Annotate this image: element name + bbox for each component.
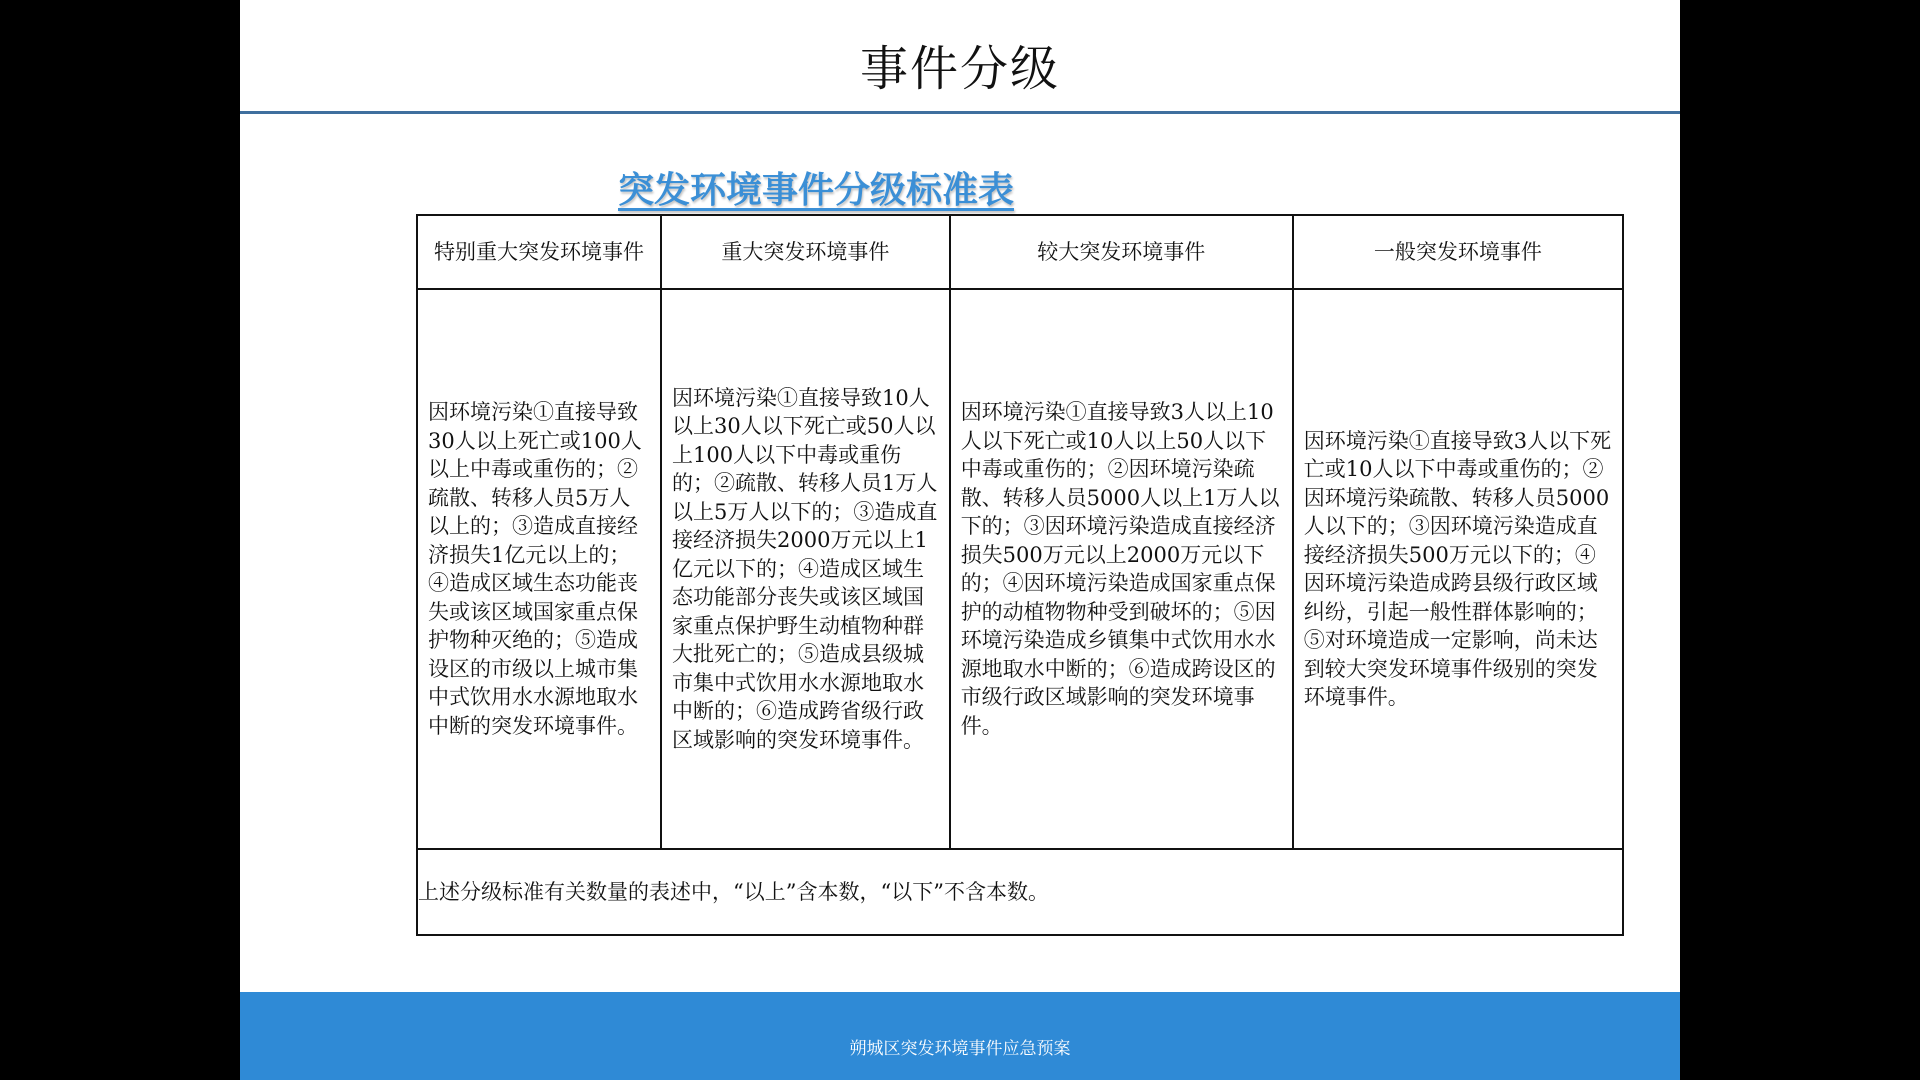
footer-text: 朔城区突发环境事件应急预案 xyxy=(849,1039,1071,1059)
slide xyxy=(240,0,1680,1080)
table-note-row xyxy=(417,849,1623,935)
title-divider xyxy=(240,111,1680,114)
criteria-text: 因环境污染①直接导致30人以上死亡或100人以上中毒或重伤的；②疏散、转移人员5万人以上的；③造成直接经济损失1亿元以上的；④造成区域生态功能丧失或该区域国家重点保护物种灭绝的；⑤造成设区的市级以上城市集中式饮用水水源地取水中断的突发环境事件。 xyxy=(428,400,642,738)
table-heading: 突发环境事件分级标准表 xyxy=(618,170,1015,211)
criteria-cell-especially-major xyxy=(417,289,661,849)
header-cell-relatively-major: 较大突发环境事件 xyxy=(950,215,1293,289)
table-header-row xyxy=(417,215,1623,289)
criteria-cell-relatively-major xyxy=(950,289,1293,849)
header-cell-general: 一般突发环境事件 xyxy=(1293,215,1623,289)
criteria-cell-major xyxy=(661,289,950,849)
slide-title: 事件分级 xyxy=(859,41,1060,97)
criteria-text: 因环境污染①直接导致10人以上30人以下死亡或50人以上100人以下中毒或重伤的；②疏散、转移人员1万人以上5万人以下的；③造成直接经济损失2000万元以上1亿元以下的；④造成区域生态功能部分丧失或该区域国家重点保护野生动植物种群大批死亡的；⑤造成县级城市集中式饮用水水源地取水中断的；⑥造成跨省级行政区域影响的突发环境事件。 xyxy=(672,385,938,752)
criteria-text: 因环境污染①直接导致3人以上10人以下死亡或10人以上50人以下中毒或重伤的；②因环境污染疏散、转移人员5000人以上1万人以下的；③因环境污染造成直接经济损失500万元以上2000万元以下的；④因环境污染造成国家重点保护的动植物物种受到破坏的；⑤因环境污染造成乡镇集中式饮用水水源地取水中断的；⑥造成跨设区的市级行政区域影响的突发环境事件。 xyxy=(960,400,1280,738)
criteria-cell-general xyxy=(1293,289,1623,849)
header-cell-especially-major: 特别重大突发环境事件 xyxy=(417,215,661,289)
grading-table xyxy=(416,214,1624,936)
criteria-text: 因环境污染①直接导致3人以下死亡或10人以下中毒或重伤的；②因环境污染疏散、转移人员5000人以下的；③因环境污染造成直接经济损失500万元以下的；④因环境污染造成跨县级行政区域纠纷，引起一般性群体影响的；⑤对环境造成一定影响，尚未达到较大突发环境事件级别的突发环境事件。 xyxy=(1303,428,1612,709)
table-note: 上述分级标准有关数量的表述中，“以上”含本数，“以下”不含本数。 xyxy=(417,849,1623,935)
header-cell-major: 重大突发环境事件 xyxy=(661,215,950,289)
table-body-row xyxy=(417,289,1623,849)
